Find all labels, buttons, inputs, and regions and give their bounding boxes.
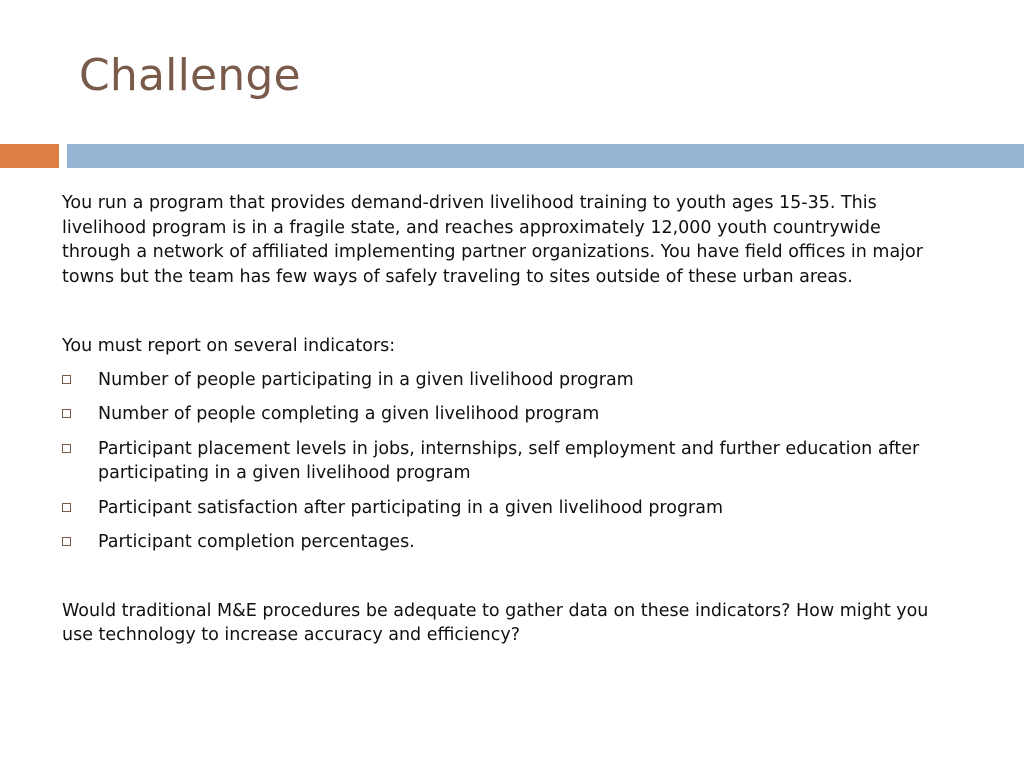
list-item bbox=[62, 368, 952, 393]
list-item bbox=[62, 496, 952, 521]
closing-paragraph: Would traditional M&E procedures be adequate to gather data on these indicators? How might you use technology to increase accuracy and efficiency? bbox=[62, 600, 929, 645]
indicators-lead: You must report on several indicators: bbox=[62, 336, 396, 356]
indicator-list bbox=[62, 368, 952, 555]
list-item bbox=[62, 530, 952, 555]
accent-bar-orange bbox=[0, 144, 59, 168]
checkbox-bullet-icon bbox=[62, 375, 71, 384]
accent-bar-blue bbox=[67, 144, 1024, 168]
checkbox-bullet-icon bbox=[62, 537, 71, 546]
slide-title: Challenge bbox=[79, 50, 301, 101]
list-item-text: Participant satisfaction after participating in a given livelihood program bbox=[98, 497, 724, 518]
checkbox-bullet-icon bbox=[62, 409, 71, 418]
slide-body bbox=[62, 191, 952, 648]
checkbox-bullet-icon bbox=[62, 503, 71, 512]
list-item-text: Participant placement levels in jobs, internships, self employment and further education after participating in a given livelihood program bbox=[98, 438, 920, 483]
list-item-text: Number of people participating in a given livelihood program bbox=[98, 369, 634, 390]
list-item-text: Participant completion percentages. bbox=[98, 532, 415, 552]
checkbox-bullet-icon bbox=[62, 444, 71, 453]
list-item bbox=[62, 437, 952, 486]
intro-paragraph: You run a program that provides demand-driven livelihood training to youth ages 15-35. This livelihood program is in a fragile state, and reaches approximately 12,000 youth countrywide through a network of affiliated implementing partner organizations. You have field offices in major towns but the team has few ways of safely traveling to sites outside of these urban areas. bbox=[62, 193, 923, 287]
list-item bbox=[62, 402, 952, 427]
list-item-text: Number of people completing a given livelihood program bbox=[98, 404, 600, 424]
